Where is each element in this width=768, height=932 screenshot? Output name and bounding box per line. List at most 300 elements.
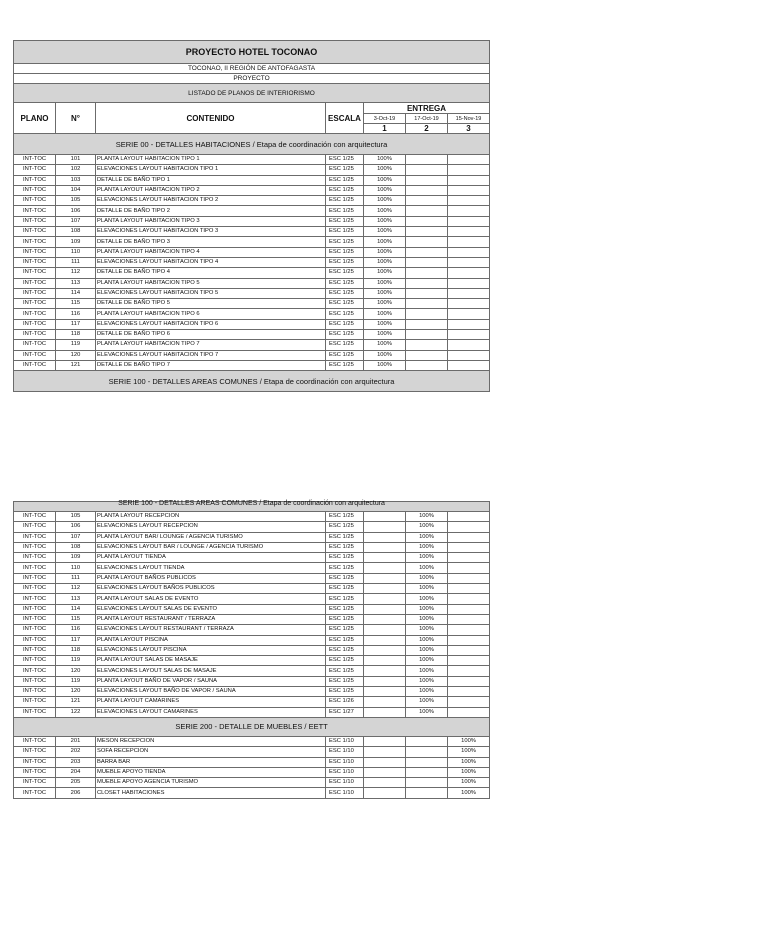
row-content: PLANTA LAYOUT BAÑOS PUBLICOS (96, 573, 326, 583)
row-content: PLANTA LAYOUT TIENDA (96, 553, 326, 563)
row-delivery-2: 100% (406, 666, 448, 676)
row-delivery-3 (448, 676, 490, 686)
row-delivery-1 (364, 604, 406, 614)
row-number: 204 (56, 767, 96, 777)
row-number: 109 (56, 237, 96, 247)
table-row (14, 288, 490, 298)
table-row (14, 319, 490, 329)
row-plano: INT-TOC (14, 155, 56, 165)
row-delivery-2: 100% (406, 614, 448, 624)
row-delivery-3 (448, 155, 490, 165)
project-title: PROYECTO HOTEL TOCONAO (14, 41, 490, 64)
row-scale: ESC 1/25 (326, 155, 364, 165)
row-delivery-1: 100% (364, 155, 406, 165)
row-delivery-3: 100% (448, 788, 490, 798)
row-scale: ESC 1/25 (326, 278, 364, 288)
row-delivery-3 (448, 707, 490, 717)
row-number: 111 (56, 573, 96, 583)
row-delivery-3 (448, 288, 490, 298)
row-delivery-2: 100% (406, 676, 448, 686)
row-scale: ESC 1/10 (326, 767, 364, 777)
row-plano: INT-TOC (14, 185, 56, 195)
series-100-title: SERIE 100 - DETALLES AREAS COMUNES / Etapa de coordinación con arquitectura (14, 502, 490, 512)
row-plano: INT-TOC (14, 767, 56, 777)
row-delivery-1: 100% (364, 257, 406, 267)
row-delivery-3 (448, 645, 490, 655)
row-number: 101 (56, 155, 96, 165)
drawing-list-table-page-1 (13, 40, 490, 392)
row-delivery-1 (364, 563, 406, 573)
row-delivery-2: 100% (406, 573, 448, 583)
row-number: 102 (56, 165, 96, 175)
row-content: CLOSET HABITACIONES (96, 788, 326, 798)
row-delivery-1 (364, 656, 406, 666)
row-content: DETALLE DE BAÑO TIPO 5 (96, 299, 326, 309)
row-number: 114 (56, 604, 96, 614)
table-row (14, 645, 490, 655)
row-delivery-3 (448, 350, 490, 360)
row-delivery-2: 100% (406, 625, 448, 635)
row-delivery-2 (406, 299, 448, 309)
row-scale: ESC 1/10 (326, 757, 364, 767)
row-delivery-1 (364, 635, 406, 645)
row-number: 109 (56, 553, 96, 563)
row-content: PLANTA LAYOUT PISCINA (96, 635, 326, 645)
row-content: ELEVACIONES LAYOUT RESTAURANT / TERRAZA (96, 625, 326, 635)
row-plano: INT-TOC (14, 614, 56, 624)
row-plano: INT-TOC (14, 676, 56, 686)
row-number: 113 (56, 594, 96, 604)
row-content: BARRA BAR (96, 757, 326, 767)
row-delivery-3 (448, 697, 490, 707)
listing-title: LISTADO DE PLANOS DE INTERIORISMO (14, 84, 490, 103)
row-delivery-1 (364, 697, 406, 707)
table-row (14, 584, 490, 594)
row-number: 110 (56, 563, 96, 573)
table-row (14, 247, 490, 257)
row-content: PLANTA LAYOUT BAÑO DE VAPOR / SAUNA (96, 676, 326, 686)
delivery-number-1: 1 (364, 124, 406, 134)
row-number: 115 (56, 299, 96, 309)
row-delivery-3 (448, 196, 490, 206)
table-row (14, 522, 490, 532)
col-numero-header: N° (56, 103, 96, 134)
col-plano-header: PLANO (14, 103, 56, 134)
row-delivery-1: 100% (364, 185, 406, 195)
row-plano: INT-TOC (14, 319, 56, 329)
row-scale: ESC 1/25 (326, 288, 364, 298)
row-content: MUEBLE APOYO AGENCIA TURISMO (96, 778, 326, 788)
row-delivery-3 (448, 309, 490, 319)
row-delivery-3 (448, 542, 490, 552)
row-plano: INT-TOC (14, 309, 56, 319)
row-number: 119 (56, 656, 96, 666)
table-row (14, 594, 490, 604)
row-plano: INT-TOC (14, 687, 56, 697)
row-delivery-3: 100% (448, 747, 490, 757)
row-delivery-1: 100% (364, 268, 406, 278)
row-number: 105 (56, 196, 96, 206)
row-scale: ESC 1/25 (326, 257, 364, 267)
row-delivery-1: 100% (364, 299, 406, 309)
row-content: ELEVACIONES LAYOUT HABITACION TIPO 2 (96, 196, 326, 206)
row-content: SOFA RECEPCION (96, 747, 326, 757)
row-number: 104 (56, 185, 96, 195)
row-scale: ESC 1/25 (326, 227, 364, 237)
row-content: ELEVACIONES LAYOUT HABITACION TIPO 4 (96, 257, 326, 267)
row-delivery-1 (364, 666, 406, 676)
table-row (14, 165, 490, 175)
table-row (14, 216, 490, 226)
table-row (14, 635, 490, 645)
row-delivery-2: 100% (406, 697, 448, 707)
table-row (14, 687, 490, 697)
row-scale: ESC 1/25 (326, 175, 364, 185)
row-number: 116 (56, 309, 96, 319)
table-row (14, 175, 490, 185)
table-row (14, 788, 490, 798)
row-number: 116 (56, 625, 96, 635)
row-delivery-3: 100% (448, 767, 490, 777)
table-row (14, 563, 490, 573)
row-delivery-3 (448, 330, 490, 340)
row-delivery-1 (364, 594, 406, 604)
row-delivery-3 (448, 340, 490, 350)
row-delivery-3 (448, 625, 490, 635)
row-plano: INT-TOC (14, 288, 56, 298)
row-delivery-1 (364, 625, 406, 635)
table-row (14, 656, 490, 666)
table-row (14, 604, 490, 614)
row-delivery-2 (406, 237, 448, 247)
row-delivery-2: 100% (406, 512, 448, 522)
row-delivery-3 (448, 666, 490, 676)
table-row (14, 697, 490, 707)
row-delivery-1 (364, 532, 406, 542)
row-scale: ESC 1/25 (326, 360, 364, 370)
row-delivery-2 (406, 227, 448, 237)
row-delivery-2 (406, 736, 448, 746)
table-row (14, 736, 490, 746)
row-delivery-3 (448, 512, 490, 522)
row-content: ELEVACIONES LAYOUT HABITACION TIPO 7 (96, 350, 326, 360)
row-number: 205 (56, 778, 96, 788)
col-contenido-header: CONTENIDO (96, 103, 326, 134)
row-delivery-1 (364, 645, 406, 655)
table-row (14, 573, 490, 583)
row-number: 114 (56, 288, 96, 298)
row-delivery-2 (406, 196, 448, 206)
table-row (14, 666, 490, 676)
row-content: ELEVACIONES LAYOUT BAÑO DE VAPOR / SAUNA (96, 687, 326, 697)
col-escala-header: ESCALA (326, 103, 364, 134)
row-plano: INT-TOC (14, 522, 56, 532)
row-plano: INT-TOC (14, 736, 56, 746)
row-scale: ESC 1/25 (326, 268, 364, 278)
series-100-title-cut: SERIE 100 - DETALLES AREAS COMUNES / Etapa de coordinación con arquitectura (14, 371, 490, 392)
row-number: 107 (56, 532, 96, 542)
row-content: MESON RECEPCION (96, 736, 326, 746)
row-delivery-3 (448, 299, 490, 309)
row-number: 122 (56, 707, 96, 717)
row-content: PLANTA LAYOUT SALAS DE EVENTO (96, 594, 326, 604)
row-plano: INT-TOC (14, 604, 56, 614)
row-scale: ESC 1/10 (326, 778, 364, 788)
delivery-number-2: 2 (406, 124, 448, 134)
row-delivery-1 (364, 522, 406, 532)
row-delivery-1: 100% (364, 237, 406, 247)
row-number: 120 (56, 350, 96, 360)
row-number: 119 (56, 340, 96, 350)
row-plano: INT-TOC (14, 584, 56, 594)
table-row (14, 155, 490, 165)
row-delivery-3 (448, 216, 490, 226)
row-delivery-1 (364, 736, 406, 746)
row-plano: INT-TOC (14, 747, 56, 757)
row-delivery-2 (406, 206, 448, 216)
row-scale: ESC 1/25 (326, 656, 364, 666)
row-scale: ESC 1/25 (326, 165, 364, 175)
row-delivery-2: 100% (406, 553, 448, 563)
row-delivery-2 (406, 268, 448, 278)
table-row (14, 553, 490, 563)
row-delivery-1: 100% (364, 360, 406, 370)
row-scale: ESC 1/25 (326, 645, 364, 655)
row-scale: ESC 1/25 (326, 309, 364, 319)
row-plano: INT-TOC (14, 635, 56, 645)
row-delivery-2 (406, 350, 448, 360)
row-delivery-2: 100% (406, 604, 448, 614)
row-delivery-2 (406, 175, 448, 185)
row-delivery-3 (448, 687, 490, 697)
row-scale: ESC 1/26 (326, 697, 364, 707)
row-content: ELEVACIONES LAYOUT SALAS DE EVENTO (96, 604, 326, 614)
row-number: 105 (56, 512, 96, 522)
project-type: PROYECTO (14, 74, 490, 84)
row-delivery-3 (448, 237, 490, 247)
col-entrega-header: ENTREGA (364, 103, 490, 114)
table-row (14, 676, 490, 686)
table-row (14, 185, 490, 195)
row-delivery-3 (448, 594, 490, 604)
row-delivery-1 (364, 542, 406, 552)
row-number: 115 (56, 614, 96, 624)
table-row (14, 757, 490, 767)
row-plano: INT-TOC (14, 206, 56, 216)
row-delivery-2: 100% (406, 563, 448, 573)
row-delivery-3 (448, 278, 490, 288)
row-delivery-2: 100% (406, 635, 448, 645)
row-delivery-2 (406, 309, 448, 319)
row-delivery-3 (448, 614, 490, 624)
row-content: ELEVACIONES LAYOUT CAMARINES (96, 707, 326, 717)
row-delivery-2 (406, 757, 448, 767)
row-number: 106 (56, 522, 96, 532)
row-delivery-2 (406, 778, 448, 788)
row-delivery-3 (448, 319, 490, 329)
row-delivery-2 (406, 747, 448, 757)
row-delivery-2 (406, 165, 448, 175)
row-delivery-1: 100% (364, 330, 406, 340)
row-scale: ESC 1/25 (326, 584, 364, 594)
row-plano: INT-TOC (14, 666, 56, 676)
row-content: ELEVACIONES LAYOUT HABITACION TIPO 5 (96, 288, 326, 298)
row-scale: ESC 1/25 (326, 594, 364, 604)
row-delivery-3: 100% (448, 736, 490, 746)
row-number: 112 (56, 268, 96, 278)
row-delivery-2: 100% (406, 707, 448, 717)
table-row (14, 227, 490, 237)
row-delivery-2: 100% (406, 584, 448, 594)
row-content: PLANTA LAYOUT HABITACION TIPO 2 (96, 185, 326, 195)
row-delivery-2 (406, 288, 448, 298)
row-delivery-3 (448, 185, 490, 195)
row-delivery-3 (448, 532, 490, 542)
row-plano: INT-TOC (14, 553, 56, 563)
row-scale: ESC 1/25 (326, 614, 364, 624)
row-delivery-2 (406, 216, 448, 226)
row-content: PLANTA LAYOUT HABITACION TIPO 4 (96, 247, 326, 257)
row-scale: ESC 1/10 (326, 788, 364, 798)
row-delivery-1: 100% (364, 288, 406, 298)
row-scale: ESC 1/25 (326, 625, 364, 635)
row-number: 121 (56, 697, 96, 707)
row-delivery-2 (406, 257, 448, 267)
row-content: ELEVACIONES LAYOUT HABITACION TIPO 1 (96, 165, 326, 175)
row-delivery-1: 100% (364, 278, 406, 288)
row-plano: INT-TOC (14, 778, 56, 788)
row-content: DETALLE DE BAÑO TIPO 3 (96, 237, 326, 247)
row-delivery-1: 100% (364, 227, 406, 237)
row-content: ELEVACIONES LAYOUT BAÑOS PUBLICOS (96, 584, 326, 594)
row-number: 202 (56, 747, 96, 757)
row-number: 113 (56, 278, 96, 288)
row-delivery-1 (364, 512, 406, 522)
row-scale: ESC 1/25 (326, 350, 364, 360)
row-scale: ESC 1/25 (326, 522, 364, 532)
row-number: 120 (56, 687, 96, 697)
row-plano: INT-TOC (14, 340, 56, 350)
row-content: DETALLE DE BAÑO TIPO 2 (96, 206, 326, 216)
row-delivery-1 (364, 584, 406, 594)
row-scale: ESC 1/25 (326, 676, 364, 686)
row-scale: ESC 1/25 (326, 687, 364, 697)
row-content: PLANTA LAYOUT SALAS DE MASAJE (96, 656, 326, 666)
row-number: 107 (56, 216, 96, 226)
row-plano: INT-TOC (14, 563, 56, 573)
row-scale: ESC 1/25 (326, 666, 364, 676)
row-number: 111 (56, 257, 96, 267)
row-plano: INT-TOC (14, 573, 56, 583)
row-delivery-2: 100% (406, 522, 448, 532)
row-plano: INT-TOC (14, 625, 56, 635)
row-plano: INT-TOC (14, 656, 56, 666)
row-delivery-3 (448, 604, 490, 614)
row-plano: INT-TOC (14, 707, 56, 717)
row-scale: ESC 1/10 (326, 736, 364, 746)
row-delivery-1: 100% (364, 340, 406, 350)
row-plano: INT-TOC (14, 257, 56, 267)
row-delivery-2: 100% (406, 594, 448, 604)
table-row (14, 196, 490, 206)
row-content: PLANTA LAYOUT BAR/ LOUNGE / AGENCIA TURISMO (96, 532, 326, 542)
row-content: ELEVACIONES LAYOUT BAR / LOUNGE / AGENCIA TURISMO (96, 542, 326, 552)
row-number: 203 (56, 757, 96, 767)
row-plano: INT-TOC (14, 542, 56, 552)
row-scale: ESC 1/25 (326, 237, 364, 247)
row-plano: INT-TOC (14, 512, 56, 522)
row-content: ELEVACIONES LAYOUT HABITACION TIPO 6 (96, 319, 326, 329)
row-delivery-3 (448, 522, 490, 532)
row-delivery-2: 100% (406, 542, 448, 552)
row-delivery-1: 100% (364, 206, 406, 216)
row-delivery-2 (406, 340, 448, 350)
row-delivery-1 (364, 757, 406, 767)
row-scale: ESC 1/25 (326, 553, 364, 563)
table-row (14, 330, 490, 340)
drawing-list-table-page-2 (13, 501, 490, 799)
table-row (14, 350, 490, 360)
table-row (14, 299, 490, 309)
row-scale: ESC 1/25 (326, 319, 364, 329)
row-number: 119 (56, 676, 96, 686)
row-delivery-3 (448, 553, 490, 563)
table-row (14, 360, 490, 370)
row-delivery-2 (406, 788, 448, 798)
row-delivery-1 (364, 614, 406, 624)
table-row (14, 257, 490, 267)
row-scale: ESC 1/25 (326, 216, 364, 226)
row-delivery-1: 100% (364, 247, 406, 257)
row-number: 121 (56, 360, 96, 370)
row-content: DETALLE DE BAÑO TIPO 1 (96, 175, 326, 185)
row-delivery-3 (448, 360, 490, 370)
table-row (14, 278, 490, 288)
row-content: ELEVACIONES LAYOUT SALAS DE MASAJE (96, 666, 326, 676)
row-delivery-1 (364, 778, 406, 788)
row-scale: ESC 1/25 (326, 573, 364, 583)
row-content: PLANTA LAYOUT HABITACION TIPO 1 (96, 155, 326, 165)
row-number: 108 (56, 227, 96, 237)
row-scale: ESC 1/10 (326, 747, 364, 757)
table-row (14, 625, 490, 635)
row-scale: ESC 1/25 (326, 542, 364, 552)
row-delivery-1 (364, 676, 406, 686)
delivery-number-3: 3 (448, 124, 490, 134)
row-delivery-3 (448, 227, 490, 237)
row-content: PLANTA LAYOUT RECEPCION (96, 512, 326, 522)
row-content: PLANTA LAYOUT RESTAURANT / TERRAZA (96, 614, 326, 624)
table-row (14, 767, 490, 777)
row-delivery-3 (448, 206, 490, 216)
row-delivery-3 (448, 165, 490, 175)
row-content: PLANTA LAYOUT HABITACION TIPO 7 (96, 340, 326, 350)
row-delivery-2 (406, 360, 448, 370)
row-content: PLANTA LAYOUT HABITACION TIPO 6 (96, 309, 326, 319)
row-plano: INT-TOC (14, 196, 56, 206)
row-number: 110 (56, 247, 96, 257)
row-scale: ESC 1/25 (326, 299, 364, 309)
row-number: 118 (56, 330, 96, 340)
row-scale: ESC 1/25 (326, 532, 364, 542)
table-row (14, 778, 490, 788)
row-scale: ESC 1/25 (326, 330, 364, 340)
row-delivery-2 (406, 330, 448, 340)
row-delivery-3 (448, 563, 490, 573)
row-content: PLANTA LAYOUT HABITACION TIPO 3 (96, 216, 326, 226)
row-plano: INT-TOC (14, 216, 56, 226)
row-delivery-1 (364, 687, 406, 697)
